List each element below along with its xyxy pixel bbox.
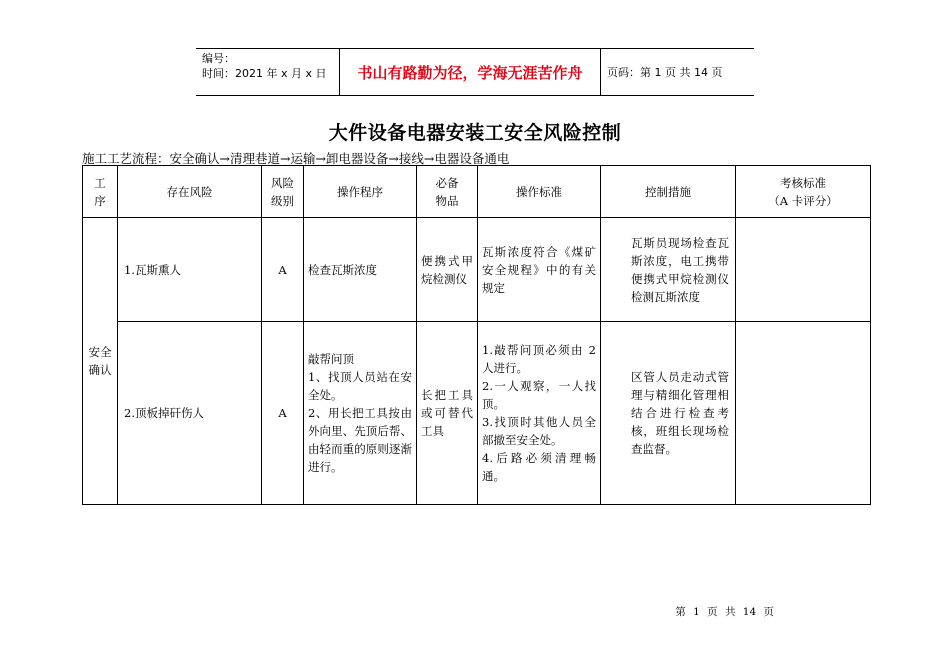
level-cell: A: [262, 322, 304, 505]
time-label: 时间：2021 年 x 月 x 日: [202, 67, 327, 80]
number-label: 编号：: [202, 52, 235, 65]
table-row: [83, 218, 871, 322]
standard-cell: 1.敲帮问顶必须由 2 人进行。 2.一人观察，一人找顶。 3.找顶时其他人员全部撤至安全处。 4.后路必须清理畅通。: [478, 322, 601, 505]
header-page: [601, 49, 754, 95]
table-row: [83, 322, 871, 505]
tools-cell: 长把工具或可替代工具: [417, 322, 478, 505]
page-header: [196, 48, 754, 96]
level-cell: A: [262, 218, 304, 322]
step-cell: 安全 确认: [83, 218, 118, 505]
header-motto: [339, 49, 601, 95]
risk-cell: 1.瓦斯熏人: [118, 218, 262, 322]
procedure-cell: 敲帮问顶 1、找顶人员站在安全处。 2、用长把工具按由外向里、先顶后帮、由轻而重的原则逐渐进行。: [304, 322, 417, 505]
col-procedure: 操作程序: [304, 166, 417, 218]
col-risk: 存在风险: [118, 166, 262, 218]
standard-cell: 瓦斯浓度符合《煤矿安全规程》中的有关规定: [478, 218, 601, 322]
col-control: 控制措施: [601, 166, 736, 218]
page-label: 页码：第 1 页 共 14 页: [607, 66, 723, 79]
footer-p3: 共: [724, 606, 736, 618]
col-tools: 必备 物品: [417, 166, 478, 218]
table-header-row: [83, 166, 871, 218]
col-assessment: 考核标准 （A 卡评分）: [736, 166, 871, 218]
procedure-cell: 检查瓦斯浓度: [304, 218, 417, 322]
assessment-cell: [736, 322, 871, 505]
control-cell: 区管人员走动式管理与精细化管理相结合进行检查考核，班组长现场检查监督。: [601, 322, 736, 505]
assessment-cell: [736, 218, 871, 322]
footer-page-number: 1: [693, 606, 700, 618]
header-meta: [196, 49, 339, 95]
motto-text: 书山有路勤为径，学海无涯苦作舟: [357, 63, 583, 82]
footer-p4: 页: [763, 606, 774, 618]
footer-total-pages: 14: [742, 606, 757, 618]
page-footer: [673, 604, 776, 619]
col-step: 工 序: [83, 166, 118, 218]
col-level: 风险 级别: [262, 166, 304, 218]
control-cell: 瓦斯员现场检查瓦斯浓度，电工携带便携式甲烷检测仪检测瓦斯浓度: [601, 218, 736, 322]
process-flow: 施工工艺流程：安全确认→清理巷道→运输→卸电器设备→接线→电器设备通电: [82, 151, 510, 166]
tools-cell: 便携式甲烷检测仪: [417, 218, 478, 322]
risk-table: [82, 165, 871, 505]
document-title: 大件设备电器安装工安全风险控制: [328, 122, 622, 144]
risk-cell: 2.顶板掉矸伤人: [118, 322, 262, 505]
footer-p2: 页: [707, 606, 718, 618]
col-standard: 操作标准: [478, 166, 601, 218]
footer-p1: 第: [675, 606, 686, 618]
